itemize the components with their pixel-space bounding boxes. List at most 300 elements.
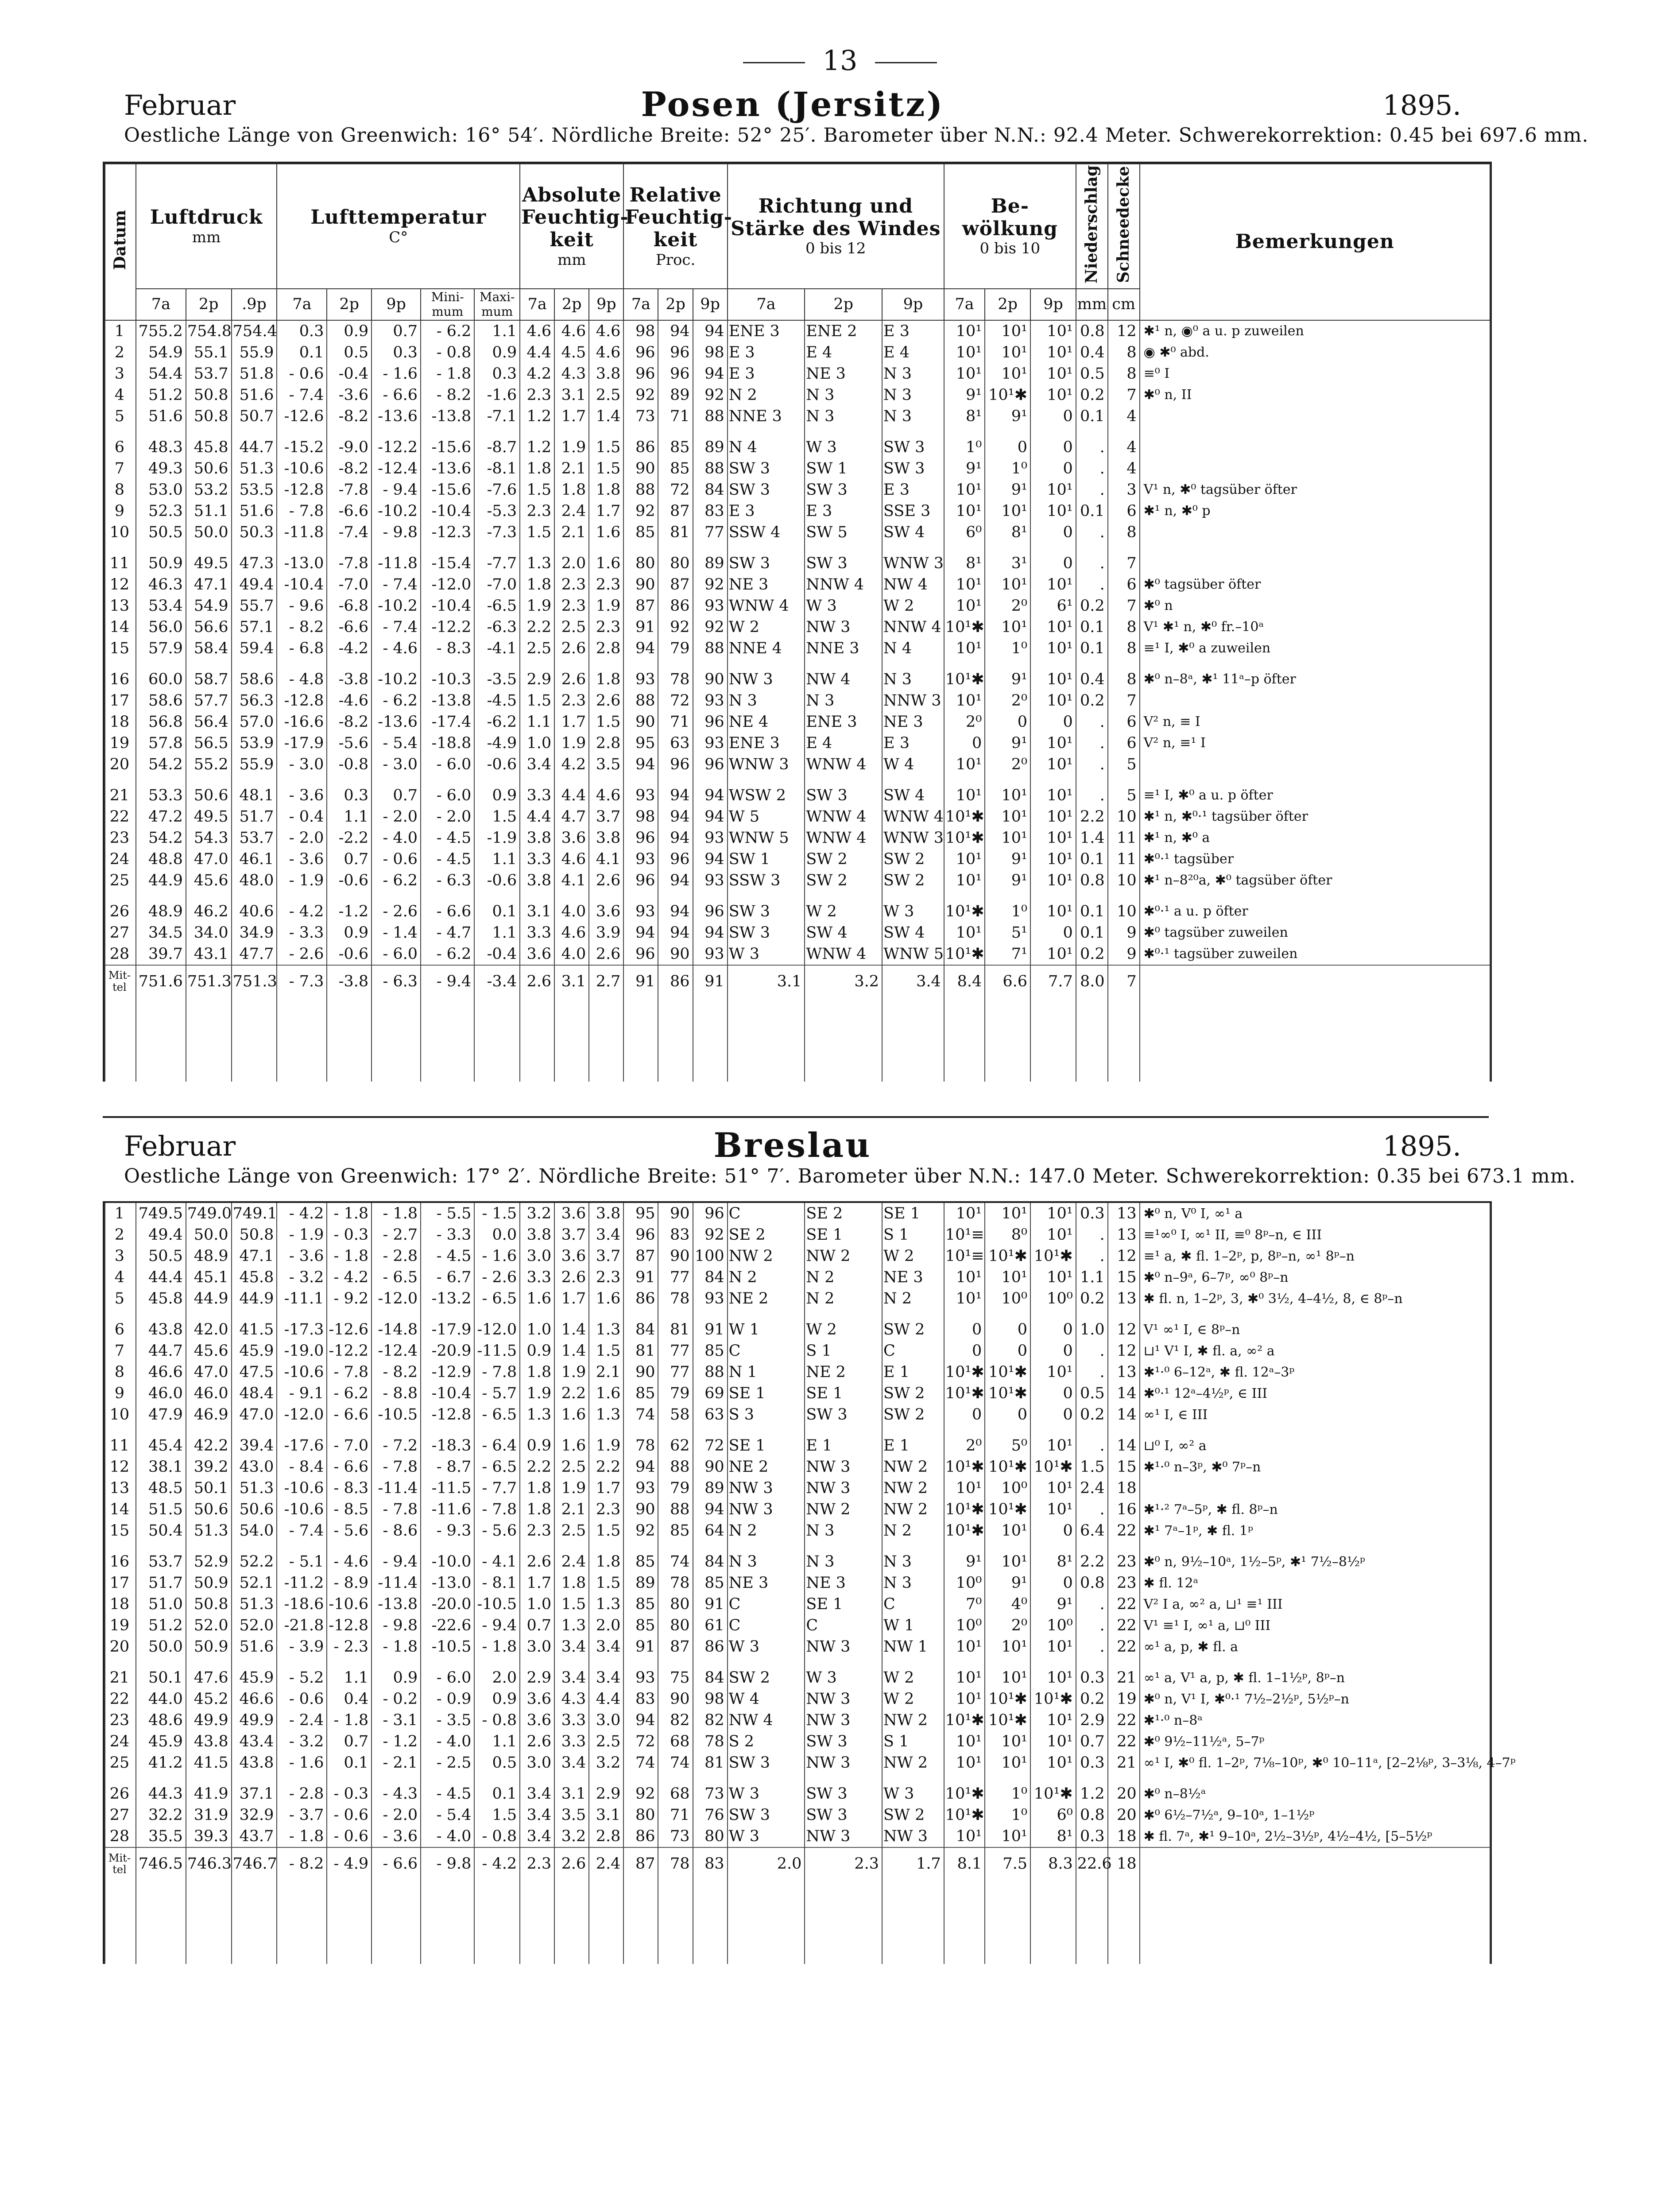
table-cell: 27	[105, 1804, 136, 1826]
table-cell: NW 2	[882, 1752, 944, 1773]
table-cell: 84	[693, 1667, 728, 1688]
posen-luftdruck-header: Luftdruck	[150, 206, 263, 229]
spacer-cell	[623, 1309, 658, 1319]
table-cell: 7	[1108, 384, 1140, 406]
table-cell: 47.1	[186, 574, 232, 595]
spacer-cell	[882, 543, 944, 553]
table-cell: -3.8	[327, 669, 372, 690]
remark-cell: ∞¹ a, p, ✱ fl. a	[1140, 1636, 1490, 1657]
table-cell: - 4.6	[327, 1551, 372, 1572]
table-cell: 59.4	[232, 638, 277, 659]
table-cell: - 3.5	[421, 1710, 474, 1731]
table-cell: .	[1076, 1224, 1108, 1245]
table-cell: - 0.9	[421, 1688, 474, 1710]
table-cell: 58	[658, 1404, 693, 1425]
spacer-cell	[805, 427, 882, 437]
table-cell: 4	[1108, 406, 1140, 427]
table-cell: - 3.6	[372, 1826, 421, 1847]
mean-cell: 2.4	[589, 1847, 623, 1880]
table-cell: - 9.6	[277, 595, 327, 617]
spacer-cell	[105, 775, 136, 785]
table-cell: 2.3	[589, 617, 623, 638]
table-cell: 25	[105, 1752, 136, 1773]
table-cell: 3.3	[520, 849, 554, 870]
table-row	[105, 1267, 1490, 1288]
table-cell: 10¹	[1030, 342, 1076, 363]
table-cell: 27	[105, 922, 136, 943]
table-cell: 80	[693, 1826, 728, 1847]
posen-col-cloud-9p: 9p	[1030, 289, 1076, 320]
table-cell: 3	[105, 1245, 136, 1267]
table-cell: -10.6	[277, 1362, 327, 1383]
table-cell: 90	[693, 1456, 728, 1478]
table-cell: NNE 3	[728, 406, 805, 427]
table-cell: 63	[658, 733, 693, 754]
table-cell: 4.0	[554, 943, 589, 965]
table-cell: 1.8	[589, 479, 623, 500]
table-cell: - 3.6	[277, 1245, 327, 1267]
table-cell: 45.6	[186, 870, 232, 891]
table-cell: 53.5	[232, 479, 277, 500]
posen-col-temp-7a: 7a	[277, 289, 327, 320]
table-cell: 84	[623, 1319, 658, 1340]
table-cell: - 7.4	[277, 384, 327, 406]
table-cell: ENE 2	[805, 320, 882, 342]
table-cell: 98	[693, 1688, 728, 1710]
table-cell: - 1.4	[372, 922, 421, 943]
table-cell: 2.6	[589, 690, 623, 711]
spacer-cell	[623, 427, 658, 437]
spacer-cell	[327, 543, 372, 553]
posen-col-rel-7a: 7a	[623, 289, 658, 320]
mean-remark-cell	[1140, 1847, 1490, 1880]
spacer-cell	[1108, 997, 1140, 1082]
mean-cell: 7	[1108, 965, 1140, 997]
spacer-cell	[554, 1309, 589, 1319]
table-cell: 10¹	[1030, 733, 1076, 754]
table-cell: 85	[623, 522, 658, 543]
table-cell: 9	[105, 500, 136, 522]
table-cell: -11.2	[277, 1572, 327, 1594]
spacer-cell	[882, 659, 944, 669]
table-row	[105, 785, 1490, 806]
table-cell: 1.3	[589, 1594, 623, 1615]
table-cell: 11	[1108, 827, 1140, 849]
table-cell: 9¹	[944, 1551, 985, 1572]
table-cell: 0.3	[327, 785, 372, 806]
table-cell: 10¹	[985, 363, 1030, 384]
table-cell: 9¹	[985, 870, 1030, 891]
table-cell: - 0.6	[372, 849, 421, 870]
table-cell: 21	[1108, 1752, 1140, 1773]
spacer-cell	[232, 427, 277, 437]
mean-cell: - 6.6	[372, 1847, 421, 1880]
spacer-cell	[232, 775, 277, 785]
mean-cell: 2.3	[805, 1847, 882, 1880]
spacer-cell	[1108, 1657, 1140, 1667]
table-cell: 2.2	[520, 617, 554, 638]
posen-table-frame	[103, 162, 1492, 1082]
table-cell: - 4.0	[372, 827, 421, 849]
table-cell: 54.4	[136, 363, 186, 384]
table-cell: 50.8	[186, 1594, 232, 1615]
table-cell: 43.7	[232, 1826, 277, 1847]
remark-cell: ∞¹ I, ✱⁰ fl. 1–2ᵖ, 7⅛–10ᵖ, ✱⁰ 10–11ᵃ, [2–2⅛ᵖ, 3–3⅛, 4–7ᵖ	[1140, 1752, 1490, 1773]
table-cell: WSW 2	[728, 785, 805, 806]
table-cell: 4.3	[554, 1688, 589, 1710]
table-cell: -7.0	[474, 574, 520, 595]
table-cell: 55.9	[232, 342, 277, 363]
spacer-cell	[327, 997, 372, 1082]
table-cell: N 3	[805, 690, 882, 711]
table-cell: - 2.0	[372, 806, 421, 827]
spacer-cell	[944, 1541, 985, 1551]
table-cell: N 3	[728, 690, 805, 711]
table-cell: 2.1	[589, 1362, 623, 1383]
table-cell: 77	[658, 1267, 693, 1288]
table-cell: 9¹	[985, 669, 1030, 690]
table-cell: 10¹	[1030, 479, 1076, 500]
table-cell: 1.8	[589, 1551, 623, 1572]
table-cell: 10¹	[1030, 901, 1076, 922]
spacer-cell	[554, 427, 589, 437]
table-cell: 10¹	[1030, 384, 1076, 406]
posen-lufttemperatur-unit: C°	[389, 228, 408, 246]
table-cell: 57.7	[186, 690, 232, 711]
table-cell: 57.9	[136, 638, 186, 659]
table-cell: NW 3	[805, 1636, 882, 1657]
table-cell: 0	[985, 1319, 1030, 1340]
table-cell: 53.0	[136, 479, 186, 500]
mean-cell: - 6.3	[372, 965, 421, 997]
table-cell: 4.6	[520, 320, 554, 342]
table-cell: 45.1	[186, 1267, 232, 1288]
spacer-cell	[474, 891, 520, 901]
table-cell: 1⁰	[944, 437, 985, 458]
spacer-cell	[520, 1541, 554, 1551]
table-cell: 0.2	[1076, 384, 1108, 406]
mean-cell: - 4.2	[474, 1847, 520, 1880]
table-cell: 1.5	[1076, 1456, 1108, 1478]
table-cell: -15.6	[421, 437, 474, 458]
spacer-cell	[728, 775, 805, 785]
table-cell: - 6.2	[327, 1383, 372, 1404]
table-cell: 0	[1030, 1340, 1076, 1362]
table-cell: NW 3	[728, 1499, 805, 1520]
table-cell: 10¹	[1030, 617, 1076, 638]
table-cell: 94	[623, 922, 658, 943]
spacer-cell	[985, 1657, 1030, 1667]
table-cell: 71	[658, 711, 693, 733]
table-cell: 10¹	[944, 574, 985, 595]
spacer-cell	[421, 997, 474, 1082]
table-cell: 50.0	[186, 522, 232, 543]
table-cell: 10¹✱	[985, 1245, 1030, 1267]
table-cell: - 3.0	[372, 754, 421, 775]
table-cell: 89	[658, 384, 693, 406]
remark-cell: ✱⁰·¹ tagsüber zuweilen	[1140, 943, 1490, 965]
table-cell: 90	[658, 1245, 693, 1267]
table-cell: 10¹✱	[985, 1362, 1030, 1383]
table-cell: 44.7	[232, 437, 277, 458]
row-spacer	[105, 891, 1490, 901]
table-row	[105, 1731, 1490, 1752]
table-cell: WNW 4	[805, 806, 882, 827]
table-cell: 1.9	[554, 1362, 589, 1383]
table-cell: NNW 3	[882, 690, 944, 711]
spacer-cell	[421, 891, 474, 901]
table-cell: 57.0	[232, 711, 277, 733]
table-cell: 39.2	[186, 1456, 232, 1478]
table-cell: 0	[1030, 711, 1076, 733]
table-cell: 78	[623, 1435, 658, 1456]
table-cell: 98	[623, 806, 658, 827]
table-row	[105, 901, 1490, 922]
table-cell: 49.5	[186, 553, 232, 574]
table-cell: 85	[623, 1383, 658, 1404]
table-cell: - 2.8	[372, 1245, 421, 1267]
mean-cell: 91	[693, 965, 728, 997]
mean-cell: - 4.9	[327, 1847, 372, 1880]
table-cell: 10¹	[944, 1826, 985, 1847]
table-cell: 72	[658, 690, 693, 711]
table-cell: 10¹	[985, 1826, 1030, 1847]
spacer-cell	[1030, 891, 1076, 901]
table-cell: -18.3	[421, 1435, 474, 1456]
table-cell: 0.5	[474, 1752, 520, 1773]
table-cell: - 1.8	[277, 1826, 327, 1847]
table-cell: 14	[1108, 1404, 1140, 1425]
spacer-cell	[136, 427, 186, 437]
table-cell: 9¹	[985, 733, 1030, 754]
table-cell: 2.3	[554, 595, 589, 617]
table-cell: - 4.0	[421, 1731, 474, 1752]
table-cell: 92	[623, 500, 658, 522]
table-cell: E 3	[882, 320, 944, 342]
table-cell: 50.7	[232, 406, 277, 427]
table-row	[105, 1319, 1490, 1340]
breslau-station-meta: Oestliche Länge von Greenwich: 17° 2′. Nördliche Breite: 51° 7′. Barometer über N.N.: 147.0 Meter. Schwerekorrektion: 0.35 bei 673.1 mm.	[124, 1165, 1576, 1187]
table-cell: 1.5	[520, 479, 554, 500]
table-cell: 93	[623, 901, 658, 922]
remark-cell: ✱¹·⁰ n–8ᵃ	[1140, 1710, 1490, 1731]
table-cell: WNW 5	[728, 827, 805, 849]
table-cell: 10¹	[1030, 500, 1076, 522]
table-cell: N 3	[805, 1551, 882, 1572]
spacer-cell	[985, 1309, 1030, 1319]
table-cell: 50.0	[186, 1224, 232, 1245]
table-cell: 9¹	[944, 384, 985, 406]
spacer-cell	[554, 659, 589, 669]
table-cell: 2.0	[474, 1667, 520, 1688]
spacer-cell	[1108, 427, 1140, 437]
table-cell: 1.8	[554, 479, 589, 500]
table-cell: 69	[693, 1383, 728, 1404]
spacer-cell	[554, 775, 589, 785]
table-row	[105, 806, 1490, 827]
table-cell: NW 2	[805, 1245, 882, 1267]
spacer-cell	[944, 775, 985, 785]
table-row	[105, 1667, 1490, 1688]
spacer-cell	[1140, 659, 1490, 669]
table-cell: 43.1	[186, 943, 232, 965]
table-cell: N 3	[728, 1551, 805, 1572]
table-cell: 51.5	[136, 1499, 186, 1520]
table-cell: 3.6	[520, 1710, 554, 1731]
table-row	[105, 1288, 1490, 1309]
table-cell: .	[1076, 1594, 1108, 1615]
table-cell: NE 2	[805, 1362, 882, 1383]
table-cell: NW 3	[728, 1478, 805, 1499]
table-cell: - 2.7	[372, 1224, 421, 1245]
table-cell: 4.1	[554, 870, 589, 891]
remark-cell: ∞¹ a, V¹ a, p, ✱ fl. 1–1½ᵖ, 8ᵖ–n	[1140, 1667, 1490, 1688]
table-cell: 50.5	[136, 1245, 186, 1267]
mean-cell: 2.3	[520, 1847, 554, 1880]
table-row	[105, 1478, 1490, 1499]
table-cell: 96	[623, 363, 658, 384]
table-cell: 0	[1030, 522, 1076, 543]
table-cell: 24	[105, 1731, 136, 1752]
table-cell: 51.0	[136, 1594, 186, 1615]
table-cell: 7	[1108, 595, 1140, 617]
table-cell: 3	[105, 363, 136, 384]
table-cell: 3.8	[589, 827, 623, 849]
table-cell: - 8.2	[372, 1362, 421, 1383]
table-cell: 50.1	[136, 1667, 186, 1688]
table-cell: 4	[1108, 458, 1140, 479]
table-cell: 94	[623, 754, 658, 775]
table-cell: 22	[105, 1688, 136, 1710]
table-cell: 10¹	[985, 574, 1030, 595]
remark-cell: ≡¹ a, ✱ fl. 1–2ᵖ, p, 8ᵖ–n, ∞¹ 8ᵖ–n	[1140, 1245, 1490, 1267]
table-cell: 51.1	[186, 500, 232, 522]
table-cell: 39.7	[136, 943, 186, 965]
table-cell: 11	[105, 553, 136, 574]
table-cell: 0.2	[1076, 1288, 1108, 1309]
table-cell: -12.9	[421, 1362, 474, 1383]
table-cell: - 4.1	[474, 1551, 520, 1572]
table-cell: 1.1	[327, 806, 372, 827]
row-spacer	[105, 775, 1490, 785]
table-cell: 1.2	[520, 406, 554, 427]
table-cell: 4	[105, 384, 136, 406]
table-cell: .	[1076, 458, 1108, 479]
table-cell: 1.5	[589, 1572, 623, 1594]
table-cell: 48.8	[136, 849, 186, 870]
table-cell: 51.3	[232, 458, 277, 479]
table-cell: 46.6	[136, 1362, 186, 1383]
table-cell: 2⁰	[985, 690, 1030, 711]
table-cell: NE 3	[805, 363, 882, 384]
table-cell: 5¹	[985, 922, 1030, 943]
table-cell: .	[1076, 785, 1108, 806]
table-cell: 72	[693, 1435, 728, 1456]
table-cell: 1.9	[589, 1435, 623, 1456]
table-cell: 79	[658, 1478, 693, 1499]
table-cell: 6.4	[1076, 1520, 1108, 1541]
table-cell: 53.7	[136, 1551, 186, 1572]
table-cell: 1.5	[589, 1340, 623, 1362]
table-cell: 94	[658, 922, 693, 943]
table-cell: -3.5	[474, 669, 520, 690]
table-cell: 0.1	[277, 342, 327, 363]
spacer-cell	[421, 1880, 474, 1964]
table-cell: -0.6	[327, 943, 372, 965]
table-cell: -10.4	[421, 500, 474, 522]
table-cell: .	[1076, 1636, 1108, 1657]
table-cell: 23	[105, 827, 136, 849]
table-cell: 1.5	[589, 437, 623, 458]
spacer-cell	[693, 1425, 728, 1435]
breslau-month: Februar	[124, 1130, 236, 1162]
remark-cell: V¹ ∞¹ I, ∈ 8ᵖ–n	[1140, 1319, 1490, 1340]
table-cell: 0.8	[1076, 870, 1108, 891]
table-cell: 3.8	[520, 870, 554, 891]
spacer-cell	[882, 775, 944, 785]
posen-datum-header: Datum	[111, 210, 130, 270]
table-cell: - 0.8	[474, 1710, 520, 1731]
mean-cell: 2.6	[520, 965, 554, 997]
spacer-cell	[186, 659, 232, 669]
spacer-cell	[554, 1773, 589, 1783]
table-cell: 10¹	[944, 363, 985, 384]
table-cell: -3.6	[327, 384, 372, 406]
table-cell: .	[1076, 479, 1108, 500]
table-cell: -7.8	[327, 479, 372, 500]
spacer-cell	[1076, 1657, 1108, 1667]
table-cell: 8	[105, 1362, 136, 1383]
spacer-cell	[232, 1657, 277, 1667]
spacer-cell	[623, 1657, 658, 1667]
table-cell: W 2	[882, 1245, 944, 1267]
table-cell: 10¹	[1030, 1731, 1076, 1752]
spacer-cell	[421, 1541, 474, 1551]
spacer-cell	[277, 543, 327, 553]
table-cell: 2.2	[520, 1456, 554, 1478]
table-cell: 1⁰	[985, 458, 1030, 479]
table-cell: 3.4	[520, 1804, 554, 1826]
remark-cell: ◉ ✱⁰ abd.	[1140, 342, 1490, 363]
table-row	[105, 1615, 1490, 1636]
table-row	[105, 1688, 1490, 1710]
spacer-cell	[186, 1657, 232, 1667]
spacer-cell	[985, 1541, 1030, 1551]
table-cell: 10¹	[1030, 690, 1076, 711]
table-cell: 10¹	[1030, 1478, 1076, 1499]
table-cell: 5⁰	[985, 1435, 1030, 1456]
table-cell: SW 3	[728, 1752, 805, 1773]
table-cell: NW 1	[882, 1636, 944, 1657]
spacer-cell	[372, 1541, 421, 1551]
table-cell: 52.0	[232, 1615, 277, 1636]
table-row	[105, 500, 1490, 522]
breslau-table-body	[105, 1203, 1516, 1964]
table-cell: W 2	[805, 1319, 882, 1340]
table-cell: 45.9	[232, 1340, 277, 1362]
table-cell: 56.0	[136, 617, 186, 638]
table-cell: E 4	[805, 342, 882, 363]
spacer-cell	[474, 1309, 520, 1319]
mean-cell: 3.1	[728, 965, 805, 997]
posen-col-minimum: Mini-mum	[421, 289, 474, 320]
table-cell: 8¹	[1030, 1826, 1076, 1847]
table-cell: 100	[693, 1245, 728, 1267]
breslau-table	[105, 1203, 1516, 1964]
table-cell: 78	[658, 669, 693, 690]
spacer-cell	[658, 1425, 693, 1435]
row-spacer	[105, 543, 1490, 553]
